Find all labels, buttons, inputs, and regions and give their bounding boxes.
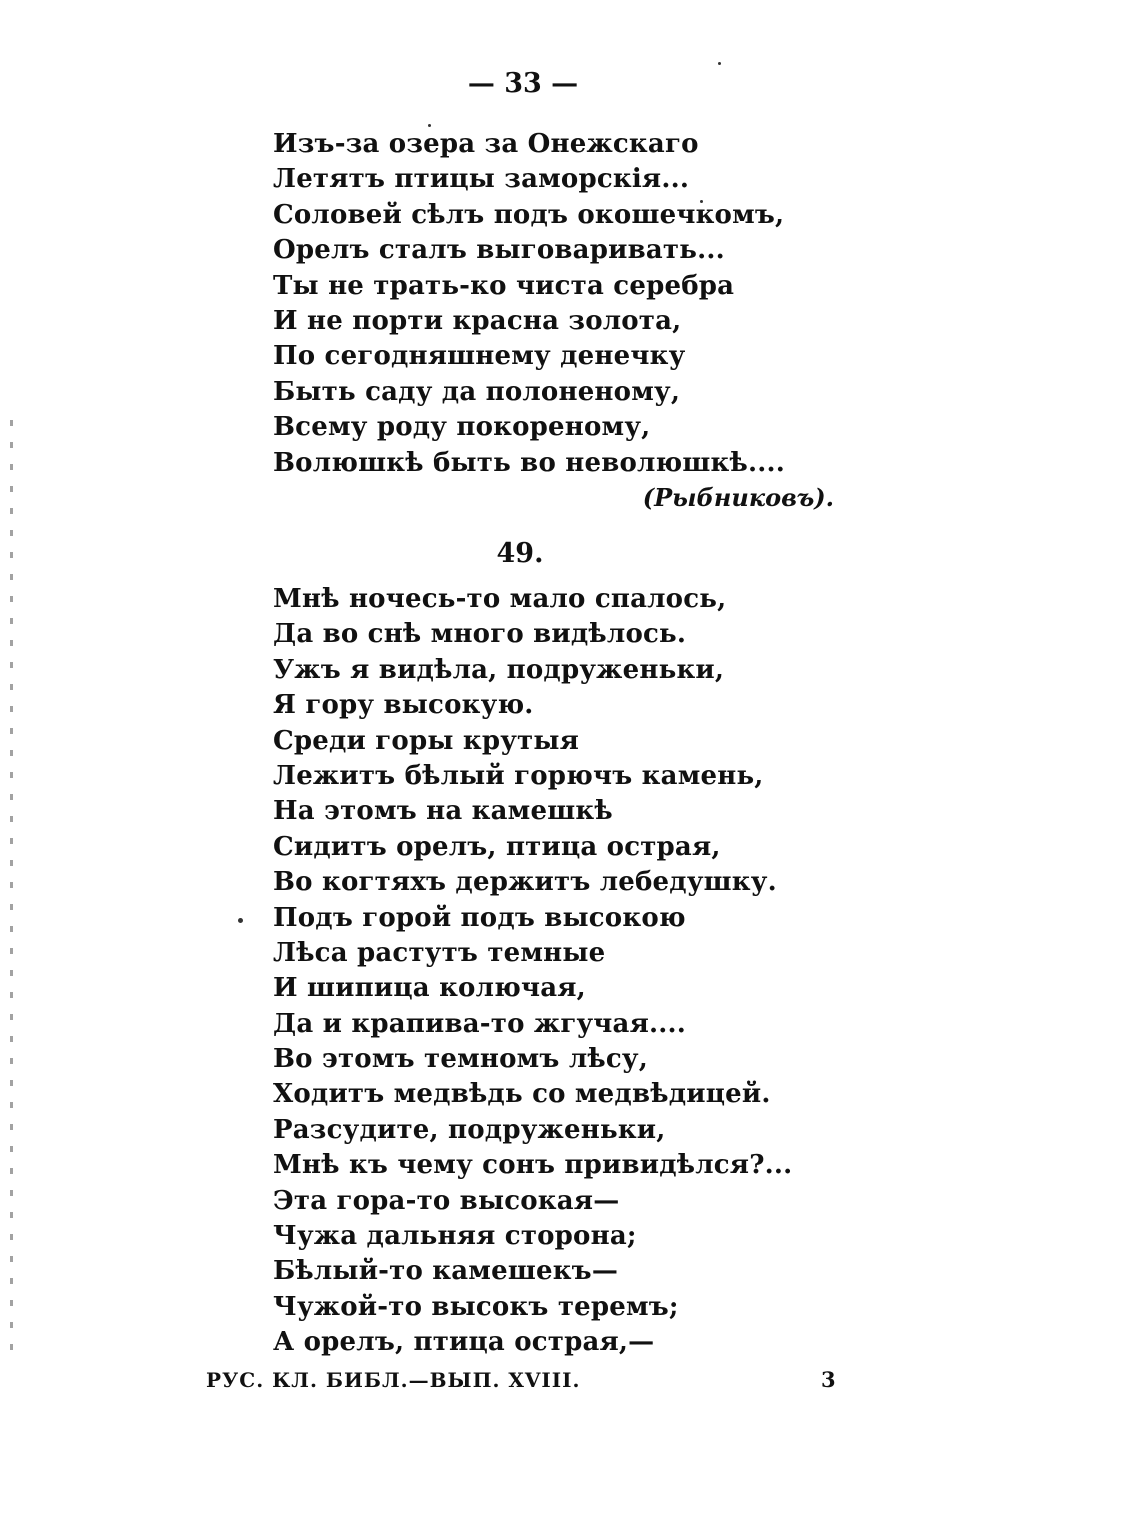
- ink-speck: [238, 918, 243, 923]
- poem-49: [273, 582, 792, 1361]
- verse-line: Разсудите, подруженьки,: [273, 1114, 666, 1145]
- verse-line: Да во снѣ много видѣлось.: [273, 619, 687, 650]
- verse-line: Да и крапива-то жгучая....: [273, 1008, 686, 1039]
- verse-line: И шипица колючая,: [273, 973, 586, 1004]
- verse-line: По сегодняшнему денечку: [273, 341, 686, 372]
- verse-line: И не порти красна золота,: [273, 305, 682, 336]
- verse-line: Ходитъ медвѣдь со медвѣдицей.: [273, 1079, 771, 1110]
- verse-line: Чужой-то высокъ теремъ;: [273, 1291, 679, 1322]
- verse-line: Быть саду да полоненому,: [273, 376, 681, 407]
- verse-line: Бѣлый-то камешекъ—: [273, 1256, 619, 1287]
- verse-line: Я гору высокую.: [273, 690, 534, 721]
- verse-line: Летятъ птицы заморскія...: [273, 164, 690, 195]
- poem-number: 49.: [496, 538, 544, 569]
- verse-line: Подъ горой подъ высокою: [273, 902, 686, 933]
- verse-line: Чужа дальняя сторона;: [273, 1221, 637, 1252]
- verse-line: Изъ-за озера за Онежскаго: [273, 129, 699, 159]
- verse-line: На этомъ на камешкѣ: [273, 796, 613, 827]
- verse-line: Волюшкѣ быть во неволюшкѣ....: [273, 447, 786, 478]
- verse-line: Ты не трать-ко чиста серебра: [273, 270, 735, 301]
- verse-line: А орелъ, птица острая,—: [273, 1327, 655, 1358]
- poem-48-ending: [273, 127, 785, 481]
- verse-line: Во когтяхъ держитъ лебедушку.: [273, 867, 777, 898]
- verse-line: Лѣса растутъ темные: [273, 937, 606, 968]
- verse-line: Лежитъ бѣлый горючъ камень,: [273, 760, 764, 791]
- verse-line: Мнѣ къ чему сонъ привидѣлся?...: [273, 1150, 793, 1181]
- source-attribution: (Рыбниковъ).: [642, 483, 834, 512]
- verse-line: Среди горы крутыя: [273, 725, 580, 756]
- verse-line: Орелъ сталъ выговаривать...: [273, 235, 725, 266]
- footer-sheet-number: 3: [821, 1367, 836, 1392]
- page-number-header: — 33 —: [467, 68, 579, 99]
- footer-signature: РУС. КЛ. БИБЛ.—ВЫП. XVIII.: [206, 1368, 581, 1392]
- verse-line: Соловей сѣлъ подъ окошечкомъ,: [273, 199, 785, 230]
- verse-line: Сидитъ орелъ, птица острая,: [273, 831, 721, 862]
- verse-line: Эта гора-то высокая—: [273, 1185, 620, 1216]
- verse-line: Всему роду покореному,: [273, 412, 651, 443]
- verse-line: Во этомъ темномъ лѣсу,: [273, 1044, 648, 1075]
- verse-line: Ужъ я видѣла, подруженьки,: [273, 654, 725, 685]
- verse-line: Мнѣ ночесь-то мало спалось,: [273, 584, 727, 614]
